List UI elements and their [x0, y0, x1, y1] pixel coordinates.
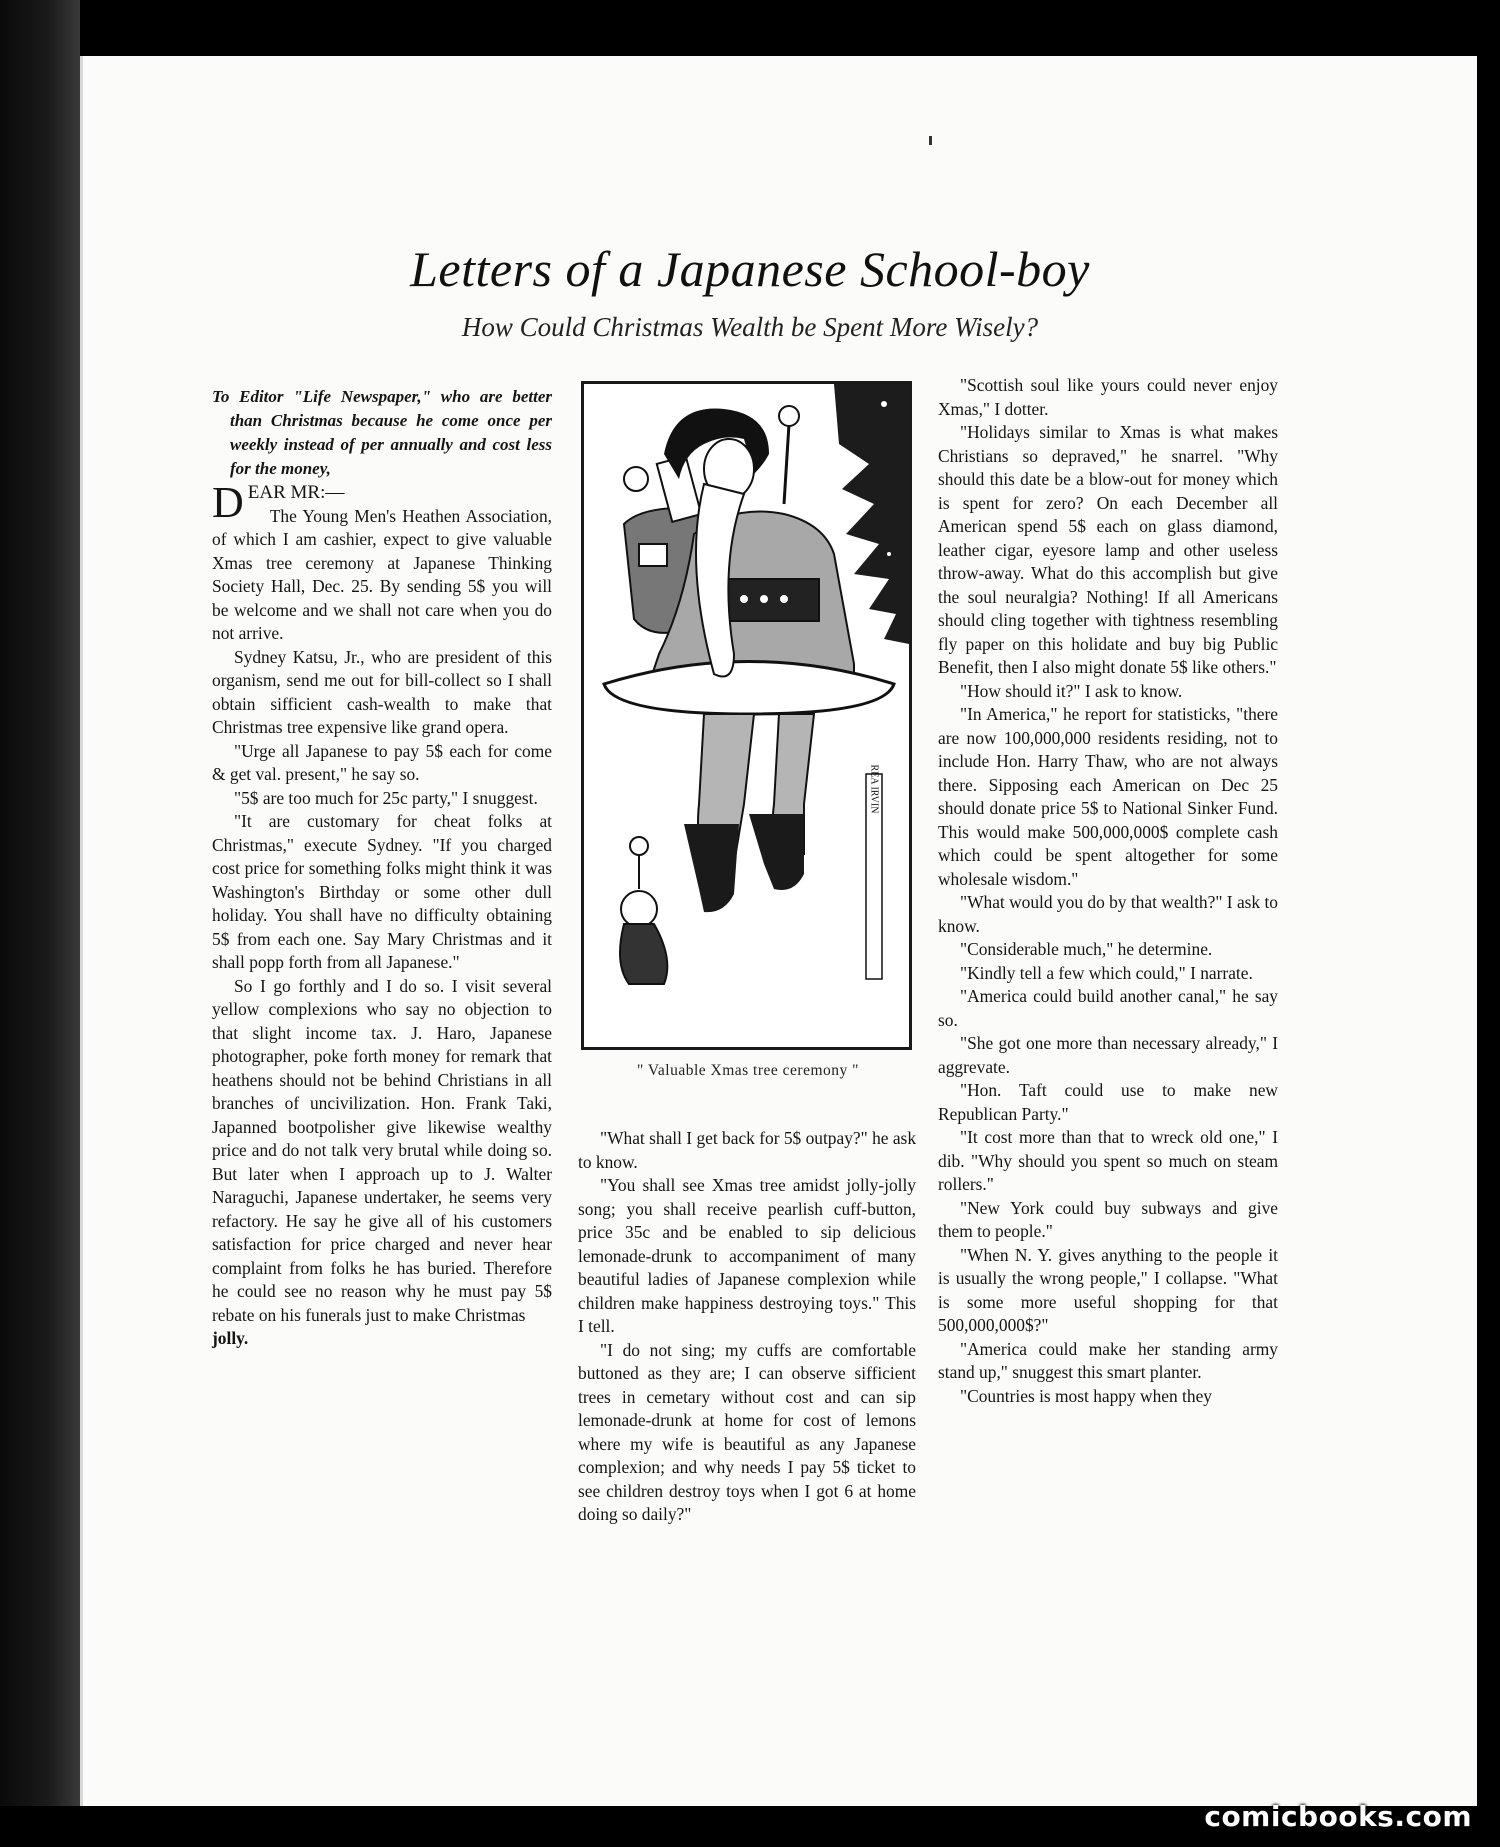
christmas-tree — [834, 384, 909, 644]
toy-block — [639, 544, 667, 566]
paragraph: The Young Men's Heathen Association, of which I am cashier, expect to give valuable Xmas tree ceremony at Japanese Thinking Society Hall, Dec. 25. By sending 5$ you will be welcome and we shall not care when you do not arrive. — [212, 505, 552, 643]
paragraph: "What would you do by that wealth?" I ask to know. — [938, 892, 1278, 936]
paragraph: "Urge all Japanese to pay 5$ each for come & get val. present," he say so. — [212, 740, 552, 784]
paragraph: "Kindly tell a few which could," I narrate. — [960, 962, 1253, 983]
tree-star-icon — [881, 401, 887, 407]
illustration-frame — [581, 381, 912, 1050]
paragraph: "In America," he report for statisticks, "there are now 100,000,000 residents residing, not to include Hon. Harry Thaw, who are not always there. Sipposing each American on Dec 25 should donate price 5$ to National Sinker Fund. This would make 500,000,000$ complete cash which could be spent altogether for some wholesale wisdom." — [938, 704, 1278, 889]
closing-word: jolly. — [212, 1328, 249, 1348]
sash-dot-icon — [760, 595, 768, 603]
ornament-icon — [887, 552, 891, 556]
middle-column — [578, 1127, 916, 1527]
sash-dot-icon — [740, 595, 748, 603]
paragraph: So I go forthly and I do so. I visit several yellow complexions who say no objection to that slight income tax. J. Haro, Japanese photographer, poke forth money for remark that heathens should not be behind Christians in all branches of uncivilization. Hon. Frank Taki, Japanned bootpolisher give likewise wealthy price and do not talk very brutal while doing so. But later when I approach up to J. Walter Naraguchi, Japanese undertaker, he seems very refactory. He say he give all of his customers satisfaction for price charged and never hear complaint from folks he has buried. Therefore he could see no reason why he must pay 5$ rebate on his funerals just to make Christmas — [212, 975, 552, 1325]
dear-text: EAR MR:— — [247, 482, 345, 503]
paragraph: "You shall see Xmas tree amidst jolly-jolly song; you shall receive pearlish cuff-button, price 35c and be enabled to sip delicious lemonade-drunk to accompaniment of many beautiful ladies of Japanese complexion while children make happiness destroying toys." This I tell. — [578, 1175, 916, 1336]
left-column — [212, 385, 552, 1351]
paragraph: "I do not sing; my cuffs are comfortable buttoned as they are; I can observe sifficient trees in cemetary without cost and can sip lemonade-drunk at home for cost of lemons where my wife is beautiful as any Japanese complexion; and why needs I pay 5$ ticket to see children destroy toys when I got 6 at home doing so daily?" — [578, 1339, 916, 1524]
right-column — [938, 374, 1278, 1408]
article-subtitle: How Could Christmas Wealth be Spent More Wisely? — [461, 312, 1039, 342]
paragraph: "What shall I get back for 5$ outpay?" he ask to know. — [578, 1128, 917, 1172]
paragraph: "Countries is most happy when they — [960, 1385, 1212, 1406]
baby-head — [621, 891, 657, 927]
artist-signature: REA IRVIN — [868, 764, 880, 814]
paragraph: "America could make her standing army stand up," snuggest this smart planter. — [938, 1338, 1278, 1382]
obi-sash — [719, 579, 819, 621]
paragraph: "How should it?" I ask to know. — [960, 680, 1183, 701]
paragraph: "Holidays similar to Xmas is what makes Christians so depraved," he snarrel. "Why should this date be a blow-out for money which is spent for zero? On each December all American spend 5$ each on glass diamond, leather cigar, eyesore lamp and other useless throw-away. What do this accomplish but give the soul neuralgia? Nothing! If all Americans should cling together with tightness resembling fly paper on this holidate and buy big Public Benefit, then I also might donate 5$ like others." — [938, 422, 1278, 677]
drop-cap: D — [212, 478, 244, 527]
paragraph: "Scottish soul like yours could never enjoy Xmas," I dotter. — [938, 375, 1278, 419]
santa-geisha-illustration — [584, 384, 909, 1047]
paragraph: "She got one more than necessary already," I aggrevate. — [938, 1033, 1278, 1077]
ornament-icon — [862, 502, 866, 506]
rattle-handle — [784, 424, 789, 504]
paragraph: "It are customary for cheat folks at Christmas," execute Sydney. "If you charged cost price for something folks might think it was Washington's Birthday or some other dull holiday. You shall have no difficulty obtaining 5$ from each one. Say Mary Christmas and it shall popp forth from all Japanese." — [212, 811, 552, 972]
watermark: comicbooks.com — [1204, 1800, 1472, 1833]
baby-body — [620, 924, 667, 984]
article-title: Letters of a Japanese School-boy — [410, 241, 1090, 297]
scan-top-border — [0, 0, 1500, 56]
left-boot — [684, 824, 739, 912]
salutation: To Editor "Life Newspaper," who are better than Christmas because he come once per weekly instead of per annually and cost less for the money, — [212, 387, 552, 478]
paragraph: "5$ are too much for 25c party," I snuggest. — [234, 787, 538, 808]
paragraph: "Considerable much," he determine. — [960, 939, 1213, 959]
dear-line — [212, 478, 552, 527]
illustration-caption: " Valuable Xmas tree ceremony " — [637, 1062, 859, 1079]
paragraph: "Hon. Taft could use to make new Republican Party." — [938, 1080, 1278, 1124]
paragraph: "New York could buy subways and give them to people." — [938, 1197, 1278, 1241]
paragraph: "When N. Y. gives anything to the people it is usually the wrong people," I collapse. "What is some more useful shopping for that 500,000,000$?" — [938, 1244, 1278, 1335]
toy-doll — [624, 467, 648, 491]
paragraph: Sydney Katsu, Jr., who are president of this organism, send me out for bill-collect so I shall obtain sifficient cash-wealth to make that Christmas tree expensive like grand opera. — [212, 646, 552, 737]
rattle-icon — [779, 406, 799, 426]
sash-dot-icon — [780, 595, 788, 603]
ink-speck — [929, 136, 932, 145]
right-boot — [749, 814, 804, 890]
baby-rattle-icon — [630, 837, 648, 855]
paragraph: "It cost more than that to wreck old one," I dib. "Why should you spent so much on steam rollers." — [938, 1127, 1278, 1194]
paragraph: "America could build another canal," he say so. — [938, 986, 1278, 1030]
